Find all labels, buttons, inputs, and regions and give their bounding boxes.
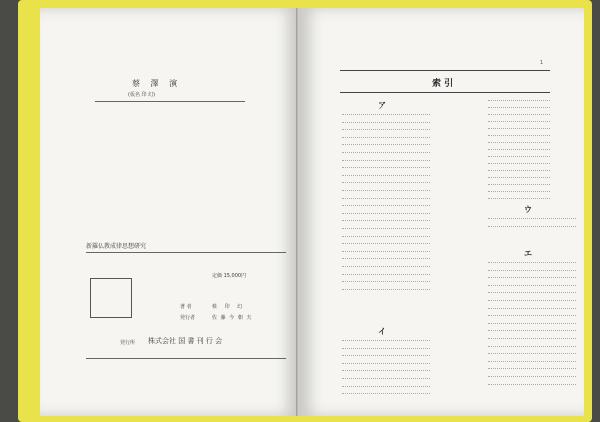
index-entry — [342, 236, 430, 237]
credit-name: 佐 藤 今 朝 夫 — [212, 315, 253, 321]
index-entry — [488, 292, 576, 293]
index-entry — [488, 184, 550, 185]
index-entry — [488, 142, 550, 143]
index-entry — [488, 346, 576, 347]
frame-rule — [340, 92, 550, 93]
index-entry — [488, 376, 576, 377]
index-entry — [342, 205, 430, 206]
index-entry — [342, 213, 430, 214]
index-entry — [342, 129, 430, 130]
index-entry — [342, 274, 430, 275]
index-entry — [342, 251, 430, 252]
divider — [95, 101, 245, 102]
index-entry — [488, 330, 576, 331]
index-entry — [342, 386, 430, 387]
index-entry — [342, 175, 430, 176]
index-entry — [342, 114, 430, 115]
index-section-heading: イ — [378, 327, 386, 336]
index-entry — [342, 348, 430, 349]
author-name: 蔡 澤 演 — [132, 79, 182, 88]
index-entry — [342, 182, 430, 183]
index-entry — [488, 156, 550, 157]
index-entry — [342, 258, 430, 259]
right-page — [300, 8, 584, 416]
index-entry — [488, 163, 550, 164]
index-section-heading: エ — [524, 249, 532, 258]
publisher-label: 発行所 — [120, 340, 136, 346]
index-entry — [342, 355, 430, 356]
index-entry — [488, 384, 576, 385]
index-entry — [342, 378, 430, 379]
divider — [86, 252, 286, 253]
index-entry — [488, 226, 576, 227]
index-entry — [342, 363, 430, 364]
index-entry — [488, 270, 576, 271]
index-entry — [488, 277, 576, 278]
index-entry — [488, 107, 550, 108]
index-entry — [488, 191, 550, 192]
index-entry — [342, 393, 430, 394]
index-entry — [488, 100, 550, 101]
index-entry — [342, 281, 430, 282]
index-entry — [342, 289, 430, 290]
stamp-box — [90, 278, 132, 318]
index-entry — [488, 361, 576, 362]
index-entry — [342, 220, 430, 221]
index-entry — [342, 160, 430, 161]
credit-name: 蔡 印 幻 — [212, 304, 246, 310]
index-entry — [488, 315, 576, 316]
index-entry — [342, 167, 430, 168]
index-entry — [488, 262, 576, 263]
index-entry — [488, 338, 576, 339]
publisher-name: 株式会社 国 書 刊 行 会 — [148, 337, 223, 345]
index-entry — [488, 300, 576, 301]
index-entry — [342, 144, 430, 145]
index-entry — [342, 228, 430, 229]
index-entry — [342, 122, 430, 123]
index-entry — [488, 285, 576, 286]
index-entry — [342, 266, 430, 267]
author-other-name: (仮名 印 幻) — [128, 92, 156, 98]
credit-role: 発行者 — [180, 315, 196, 321]
index-entry — [342, 198, 430, 199]
index-entry — [488, 149, 550, 150]
index-section-heading: ア — [378, 101, 386, 110]
index-entry — [488, 121, 550, 122]
index-heading: 索 引 — [432, 79, 454, 89]
frame-rule — [340, 70, 550, 71]
index-entry — [342, 243, 430, 244]
index-entry — [342, 190, 430, 191]
index-entry — [488, 198, 550, 199]
index-entry — [488, 323, 576, 324]
index-entry — [488, 170, 550, 171]
index-entry — [342, 137, 430, 138]
index-entry — [488, 308, 576, 309]
index-entry — [488, 114, 550, 115]
page-number: 1 — [540, 60, 544, 66]
divider — [86, 358, 286, 359]
index-entry — [488, 135, 550, 136]
index-entry — [488, 128, 550, 129]
index-entry — [488, 218, 576, 219]
index-entry — [488, 368, 576, 369]
price: 定価 15,000円 — [212, 273, 247, 279]
left-page — [40, 8, 298, 416]
index-entry — [488, 177, 550, 178]
index-entry — [342, 340, 430, 341]
index-entry — [342, 152, 430, 153]
book-title: 新羅仏教成律思想研究 — [86, 243, 147, 250]
index-entry — [488, 353, 576, 354]
credit-role: 著 者 — [180, 304, 192, 310]
index-entry — [342, 370, 430, 371]
index-section-heading: ウ — [524, 205, 532, 214]
